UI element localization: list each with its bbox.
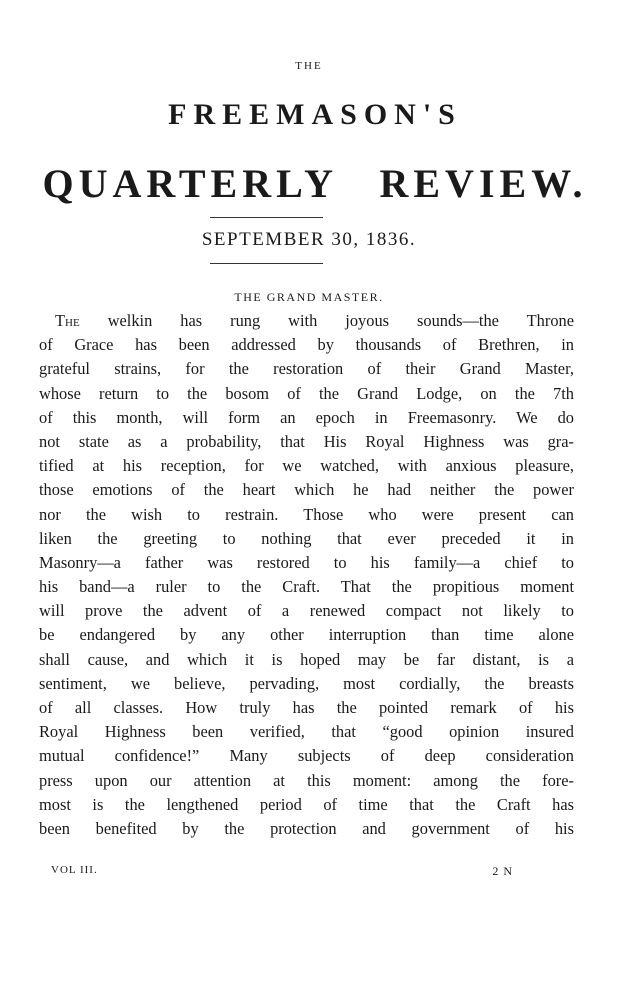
body-line: been benefited by the protection and government of his: [39, 818, 574, 838]
issue-date: SEPTEMBER 30, 1836.: [201, 229, 417, 250]
body-line: mutual confidence!” Many subjects of deep consideration: [39, 746, 574, 766]
body-line: tified at his reception, for we watched, with anxious pleasure,: [39, 456, 574, 476]
body-line-text: welkin has rung with joyous sounds—the Throne: [107, 311, 574, 330]
body-line: be endangered by any other interruption than time alone: [39, 625, 574, 645]
body-line: his band—a ruler to the Craft. That the propitious moment: [39, 577, 574, 597]
body-line: not state as a probability, that His Royal Highness was gra-: [39, 431, 574, 451]
body-line: shall cause, and which it is hoped may be far distant, is a: [39, 649, 574, 669]
body-line: most is the lengthened period of time that the Craft has: [39, 794, 574, 814]
signature-mark: 2 N: [492, 864, 513, 878]
article-body: [39, 309, 574, 841]
body-line: Royal Highness been verified, that “good opinion insured: [39, 722, 574, 742]
journal-title-freemasons: FREEMASON'S: [168, 98, 462, 131]
volume-number: VOL III.: [51, 864, 98, 876]
body-line: press upon our attention at this moment: among the fore-: [39, 770, 574, 790]
drop-word: The: [55, 311, 80, 330]
body-line: grateful strains, for the restoration of their Grand Master,: [39, 359, 574, 379]
body-line: of Grace has been addressed by thousands of Brethren, in: [39, 335, 574, 355]
article-heading: THE GRAND MASTER.: [234, 290, 384, 304]
body-line: will prove the advent of a renewed compact not likely to: [39, 601, 574, 621]
body-line: those emotions of the heart which he had neither the power: [39, 480, 574, 500]
rule-above-date: [210, 217, 323, 218]
body-line: liken the greeting to nothing that ever preceded it in: [39, 528, 574, 548]
journal-title-quarterly-review: QUARTERLY REVIEW.: [42, 161, 588, 206]
body-line: of this month, will form an epoch in Freemasonry. We do: [39, 407, 574, 427]
body-line: nor the wish to restrain. Those who were present can: [39, 504, 574, 524]
body-line: Masonry—a father was restored to his family—a chief to: [39, 552, 574, 572]
rule-below-date: [210, 263, 323, 264]
body-line: [39, 309, 574, 333]
body-line: sentiment, we believe, pervading, most cordially, the breasts: [39, 673, 574, 693]
title-article-the: THE: [295, 60, 323, 72]
body-line: of all classes. How truly has the pointed remark of his: [39, 698, 574, 717]
body-line: whose return to the bosom of the Grand Lodge, on the 7th: [39, 383, 574, 403]
